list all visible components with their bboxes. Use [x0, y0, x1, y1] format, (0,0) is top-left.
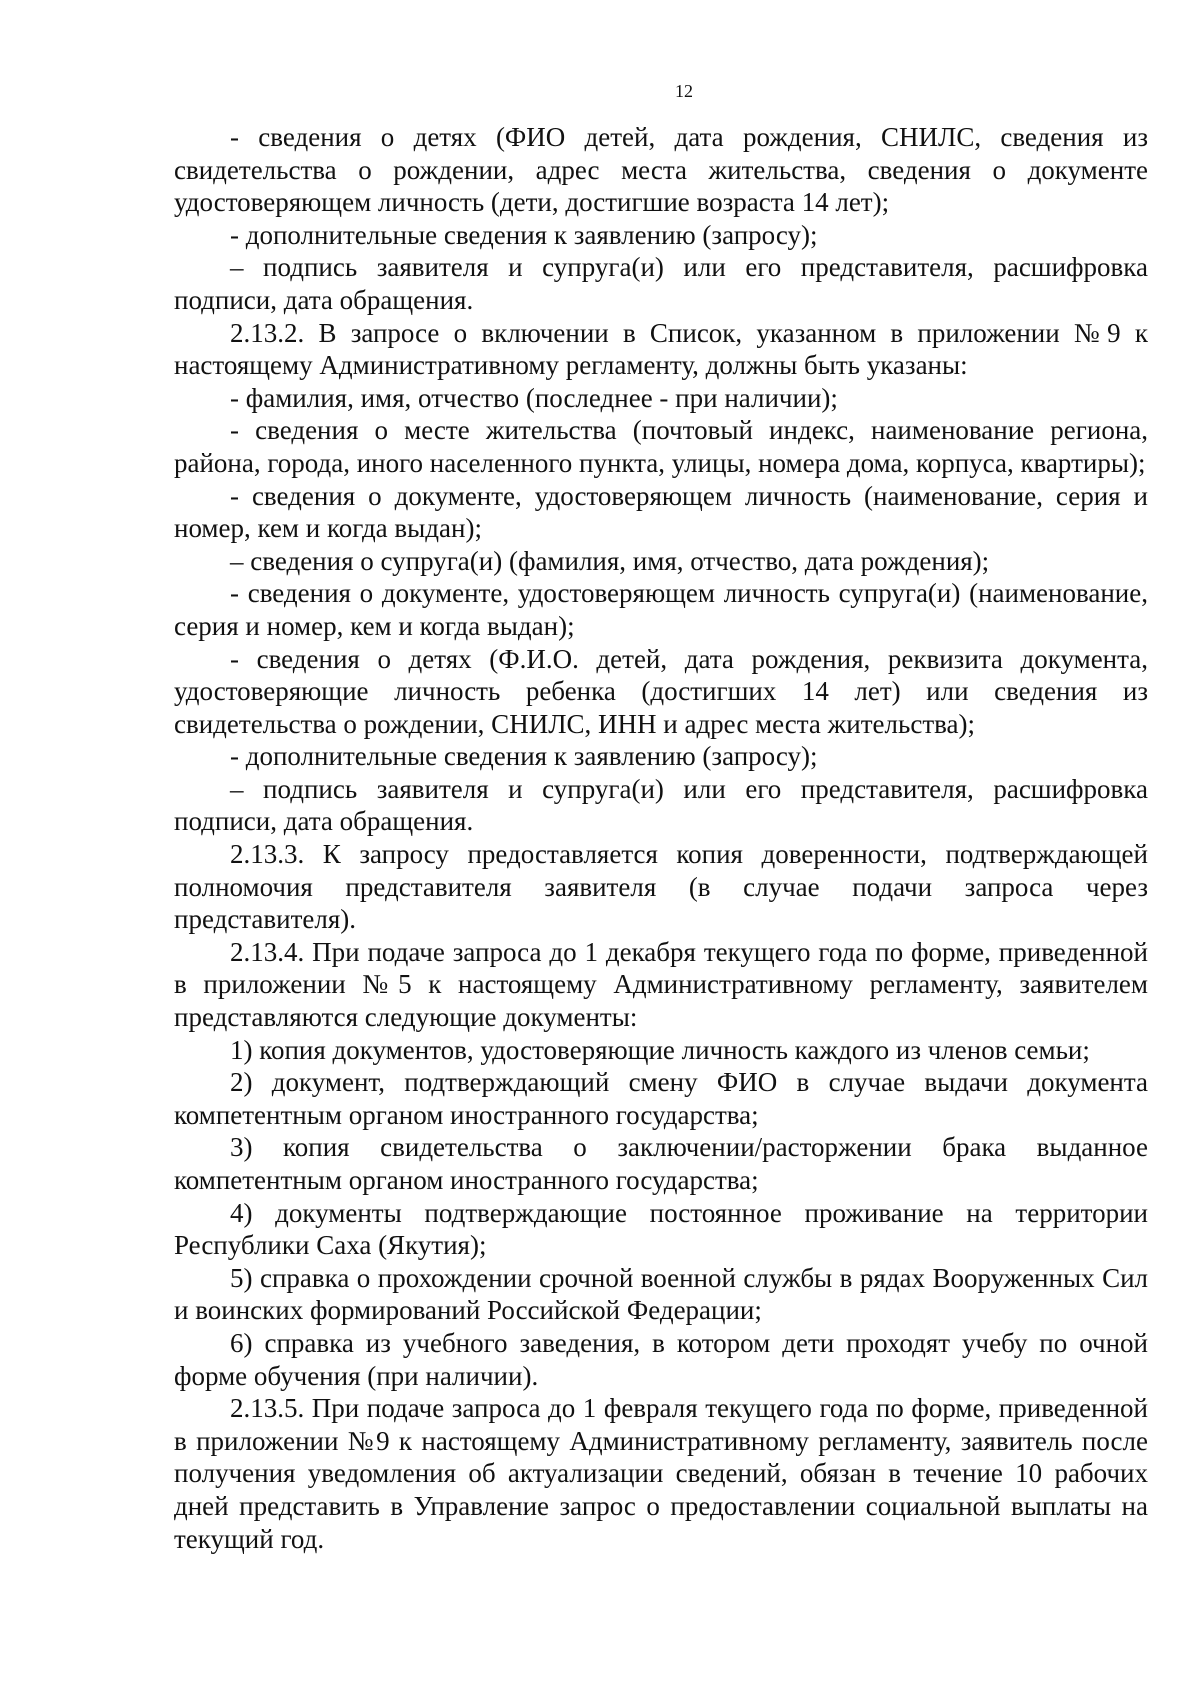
list-item-3: 3) копия свидетельства о заключении/расторжении брака выданное компетентным органом иностранного государства;	[174, 1132, 1148, 1195]
document-body	[174, 121, 1148, 1555]
paragraph-2-13-4: 2.13.4. При подаче запроса до 1 декабря текущего года по форме, приведенной в приложении №5 к настоящему Административному регламенту, заявителем представляются следующие документы:	[174, 936, 1148, 1033]
list-item-5: 5) справка о прохождении срочной военной службы в рядах Вооруженных Сил и воинских формирований Российской Федерации;	[174, 1262, 1148, 1326]
list-item-2: 2) документ, подтверждающий смену ФИО в случае выдачи документа компетентным органом иностранного государства;	[174, 1067, 1148, 1130]
paragraph-children-details: - сведения о детях (Ф.И.О. детей, дата рождения, реквизита документа, удостоверяющие личность ребенка (достигших 14 лет) или сведения из свидетельства о рождении, СНИЛС, ИНН и адрес места жительства);	[174, 643, 1148, 739]
paragraph-signature-2: – подпись заявителя и супруга(и) или его представителя, расшифровка подписи, дата обращения.	[174, 773, 1148, 837]
paragraph-additional-info: - дополнительные сведения к заявлению (запросу);	[230, 219, 818, 250]
paragraph-children-info: - сведения о детях (ФИО детей, дата рождения, СНИЛС, сведения из свидетельства о рождении, адрес места жительства, сведения о документе удостоверяющем личность (дети, достигшие возраста 14 лет);	[174, 122, 1148, 218]
list-item-4: 4) документы подтверждающие постоянное проживание на территории Республики Саха (Якутия);	[174, 1197, 1148, 1261]
paragraph-residence: - сведения о месте жительства (почтовый индекс, наименование региона, района, города, иного населенного пункта, улицы, номера дома, корпуса, квартиры);	[174, 415, 1148, 478]
paragraph-identity-document: - сведения о документе, удостоверяющем личность (наименование, серия и номер, кем и когда выдан);	[174, 480, 1148, 544]
paragraph-additional-info-2: - дополнительные сведения к заявлению (запросу);	[230, 741, 818, 772]
paragraph-spouse-document: - сведения о документе, удостоверяющем личность супруга(и) (наименование, серия и номер, кем и когда выдан);	[174, 578, 1148, 641]
paragraph-signature: – подпись заявителя и супруга(и) или его представителя, расшифровка подписи, дата обращения.	[174, 252, 1148, 315]
paragraph-full-name: - фамилия, имя, отчество (последнее - при наличии);	[230, 382, 838, 413]
list-item-6: 6) справка из учебного заведения, в котором дети проходят учебу по очной форме обучения (при наличии).	[174, 1327, 1148, 1391]
list-item-1: 1) копия документов, удостоверяющие личность каждого из членов семьи;	[230, 1034, 1090, 1065]
paragraph-2-13-5: 2.13.5. При подаче запроса до 1 февраля текущего года по форме, приведенной в приложении №9 к настоящему Административному регламенту, заявитель после получения уведомления об актуализации сведений, обязан в течение 10 рабочих дней представить в Управление запрос о предоставлении социальной выплаты на текущий год.	[174, 1393, 1148, 1554]
paragraph-2-13-3: 2.13.3. К запросу предоставляется копия доверенности, подтверждающей полномочия представителя заявителя (в случае подачи запроса через представителя).	[174, 839, 1148, 935]
paragraph-2-13-2: 2.13.2. В запросе о включении в Список, указанном в приложении №9 к настоящему Административному регламенту, должны быть указаны:	[174, 317, 1148, 381]
page-number: 12	[675, 81, 693, 101]
paragraph-spouse-info: – сведения о супруга(и) (фамилия, имя, отчество, дата рождения);	[230, 545, 990, 576]
